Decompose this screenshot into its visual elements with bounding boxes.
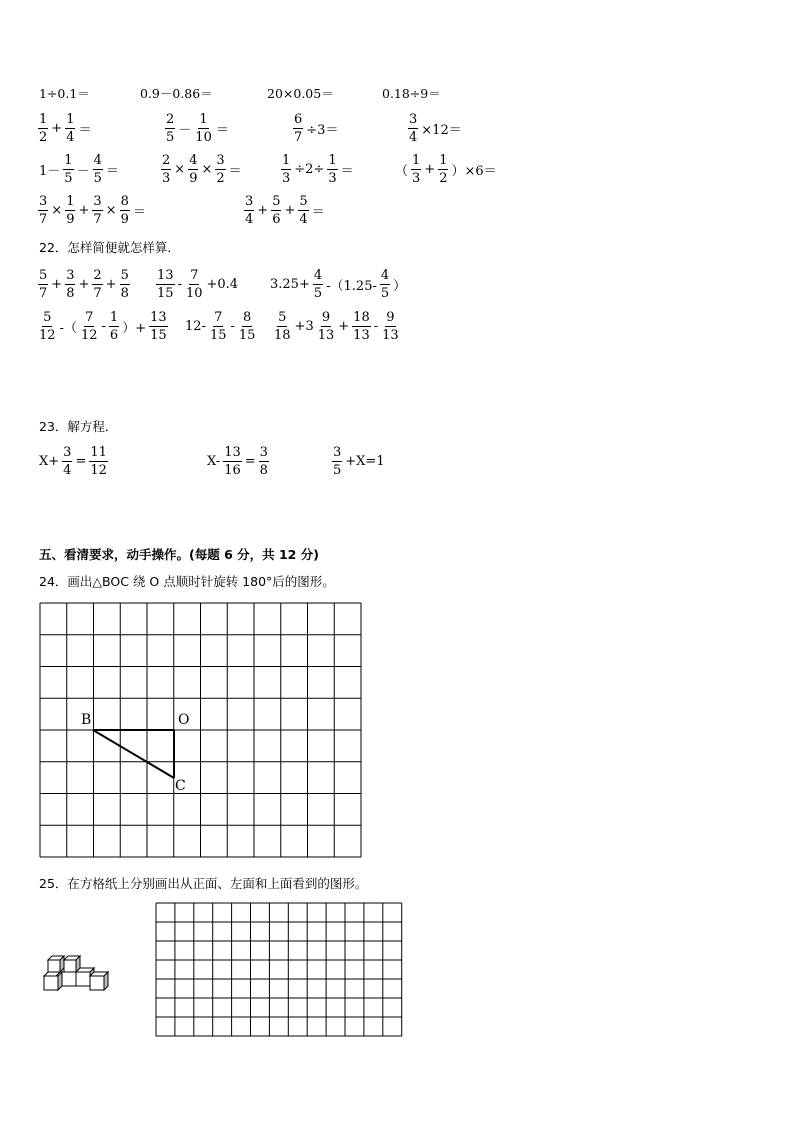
expr-text: － — [76, 163, 90, 179]
expr-text: ÷2÷ — [294, 161, 325, 177]
denominator: 13 — [353, 327, 370, 343]
expr-text: + — [338, 318, 350, 334]
numerator: 2 — [162, 152, 171, 168]
numerator: 2 — [166, 111, 175, 127]
numerator: 3 — [245, 193, 254, 209]
numerator: 3 — [216, 152, 225, 168]
expr-text: 12- — [185, 318, 206, 334]
denominator: 7 — [93, 211, 102, 227]
expr-text: ÷3＝ — [306, 122, 339, 138]
denominator: 3 — [328, 170, 337, 186]
expr-text: +0.4 — [206, 276, 239, 292]
denominator: 9 — [120, 211, 129, 227]
denominator: 4 — [245, 211, 254, 227]
denominator: 4 — [63, 462, 72, 478]
expr-text: X+ — [39, 453, 60, 469]
numerator: 5 — [278, 309, 287, 325]
numerator: 13 — [224, 444, 241, 460]
numerator: 6 — [294, 111, 303, 127]
denominator: 4 — [409, 129, 418, 145]
expr-text: ×12＝ — [421, 122, 462, 138]
denominator: 7 — [93, 285, 102, 301]
numerator: 11 — [90, 444, 107, 460]
expr-text: + — [51, 120, 63, 136]
expr-text: ＝ — [78, 122, 92, 138]
triangle-side-bc — [93, 730, 174, 778]
numerator: 8 — [120, 193, 129, 209]
denominator: 15 — [150, 327, 167, 343]
denominator: 3 — [162, 170, 171, 186]
cube-stack-figure — [40, 952, 120, 997]
label-b: B — [81, 712, 92, 728]
denominator: 7 — [39, 211, 48, 227]
expr-text: + — [78, 276, 90, 292]
expr-text: × — [105, 202, 117, 218]
expr-text: ＝ — [311, 204, 325, 220]
denominator: 6 — [109, 327, 119, 343]
section-5-title: 五、看清要求，动手操作。(每题 6 分，共 12 分) — [39, 547, 319, 562]
q25-title: 25．在方格纸上分别画出从正面、左面和上面看到的图形。 — [39, 876, 368, 891]
numerator: 3 — [63, 444, 72, 460]
expr-text: + — [284, 202, 296, 218]
numerator: 4 — [313, 267, 323, 283]
expr-text: ） — [393, 278, 407, 294]
numerator: 13 — [157, 267, 174, 283]
expr-text: + — [51, 276, 63, 292]
expr-text: +3 — [294, 318, 314, 334]
expr-text: × — [174, 161, 186, 177]
numerator: 4 — [380, 267, 390, 283]
numerator: 3 — [93, 193, 102, 209]
expr-text: = — [75, 453, 87, 469]
denominator: 9 — [66, 211, 75, 227]
denominator: 5 — [166, 129, 175, 145]
numerator: 2 — [93, 267, 102, 283]
numerator: 1 — [412, 152, 421, 168]
q24-title: 24．画出△BOC 绕 O 点顺时针旋转 180°后的图形。 — [39, 574, 335, 589]
denominator: 7 — [39, 285, 48, 301]
expr-text: + — [78, 202, 90, 218]
expr-text: +X=1 — [345, 453, 385, 469]
denominator: 8 — [66, 285, 75, 301]
denominator: 3 — [282, 170, 291, 186]
denominator: 12 — [39, 327, 56, 343]
denominator: 8 — [259, 462, 268, 478]
denominator: 10 — [185, 285, 203, 301]
denominator: 13 — [382, 327, 399, 343]
numerator: 13 — [150, 309, 167, 325]
q21-row1-item-3: 20×0.05＝ — [267, 86, 334, 101]
denominator: 6 — [272, 211, 281, 227]
expr-text: - — [177, 276, 182, 292]
q22-title: 22．怎样简便就怎样算． — [39, 240, 180, 255]
numerator: 1 — [66, 111, 75, 127]
denominator: 5 — [380, 285, 390, 301]
numerator: 3 — [409, 111, 418, 127]
expr-text: + — [257, 202, 269, 218]
expr-text: － — [178, 122, 192, 138]
denominator: 10 — [195, 129, 212, 145]
numerator: 1 — [39, 111, 48, 127]
numerator: 1 — [199, 111, 208, 127]
denominator: 2 — [39, 129, 48, 145]
numerator: 4 — [93, 152, 102, 168]
expr-text: -（ — [59, 320, 77, 336]
numerator: 3 — [259, 444, 268, 460]
numerator: 1 — [66, 193, 75, 209]
q21-row1-item-1: 1÷0.1＝ — [39, 86, 90, 101]
numerator: 1 — [64, 152, 73, 168]
expr-text: 3.25+ — [270, 276, 310, 292]
numerator: 5 — [299, 193, 308, 209]
expr-text: ）+ — [122, 320, 147, 336]
denominator: 2 — [439, 170, 448, 186]
numerator: 9 — [321, 309, 331, 325]
denominator: 9 — [189, 170, 198, 186]
numerator: 3 — [333, 444, 342, 460]
denominator: 15 — [157, 285, 174, 301]
denominator: 12 — [80, 327, 98, 343]
expr-text: -（1.25- — [326, 278, 377, 294]
numerator: 5 — [272, 193, 281, 209]
q21-row1-item-2: 0.9－0.86＝ — [140, 86, 213, 101]
denominator: 12 — [90, 462, 107, 478]
numerator: 5 — [39, 267, 48, 283]
expr-text: ＝ — [215, 122, 229, 138]
expr-text: × — [51, 202, 63, 218]
q23-title: 23．解方程． — [39, 419, 118, 434]
denominator: 8 — [120, 285, 129, 301]
numerator: 1 — [109, 309, 119, 325]
denominator: 7 — [294, 129, 303, 145]
numerator: 18 — [353, 309, 370, 325]
expr-text: ＝ — [132, 204, 146, 220]
expr-text: ＝ — [340, 163, 354, 179]
label-c: C — [175, 778, 186, 794]
denominator: 15 — [238, 327, 256, 343]
expr-text: X- — [207, 453, 221, 469]
numerator: 7 — [190, 267, 199, 283]
denominator: 5 — [64, 170, 73, 186]
denominator: 3 — [412, 170, 421, 186]
denominator: 15 — [209, 327, 227, 343]
denominator: 13 — [317, 327, 335, 343]
numerator: 8 — [243, 309, 252, 325]
denominator: 2 — [216, 170, 225, 186]
numerator: 7 — [85, 309, 94, 325]
numerator: 1 — [282, 152, 291, 168]
numerator: 9 — [386, 309, 395, 325]
expr-text: - — [373, 318, 379, 334]
numerator: 4 — [189, 152, 198, 168]
expr-text: （ — [395, 163, 409, 179]
numerator: 3 — [39, 193, 48, 209]
numerator: 3 — [66, 267, 75, 283]
denominator: 18 — [274, 327, 291, 343]
expr-text: ）×6＝ — [451, 163, 497, 179]
expr-text: ＝ — [105, 163, 119, 179]
numerator: 1 — [328, 152, 337, 168]
expr-text: - — [230, 318, 235, 334]
expr-text: ＝ — [228, 163, 242, 179]
denominator: 5 — [93, 170, 102, 186]
denominator: 4 — [299, 211, 308, 227]
denominator: 16 — [224, 462, 241, 478]
numerator: 5 — [43, 309, 52, 325]
label-o: O — [178, 712, 190, 728]
denominator: 4 — [66, 129, 75, 145]
expr-text: - — [101, 318, 106, 334]
expr-text: = — [244, 453, 256, 469]
denominator: 5 — [313, 285, 323, 301]
numerator: 5 — [120, 267, 129, 283]
denominator: 5 — [333, 462, 342, 478]
expr-text: 1－ — [39, 163, 61, 179]
expr-text: × — [201, 161, 213, 177]
numerator: 1 — [439, 152, 448, 168]
expr-text: + — [424, 161, 436, 177]
q21-row1-item-4: 0.18÷9＝ — [382, 86, 441, 101]
expr-text: + — [105, 276, 117, 292]
numerator: 7 — [214, 309, 223, 325]
